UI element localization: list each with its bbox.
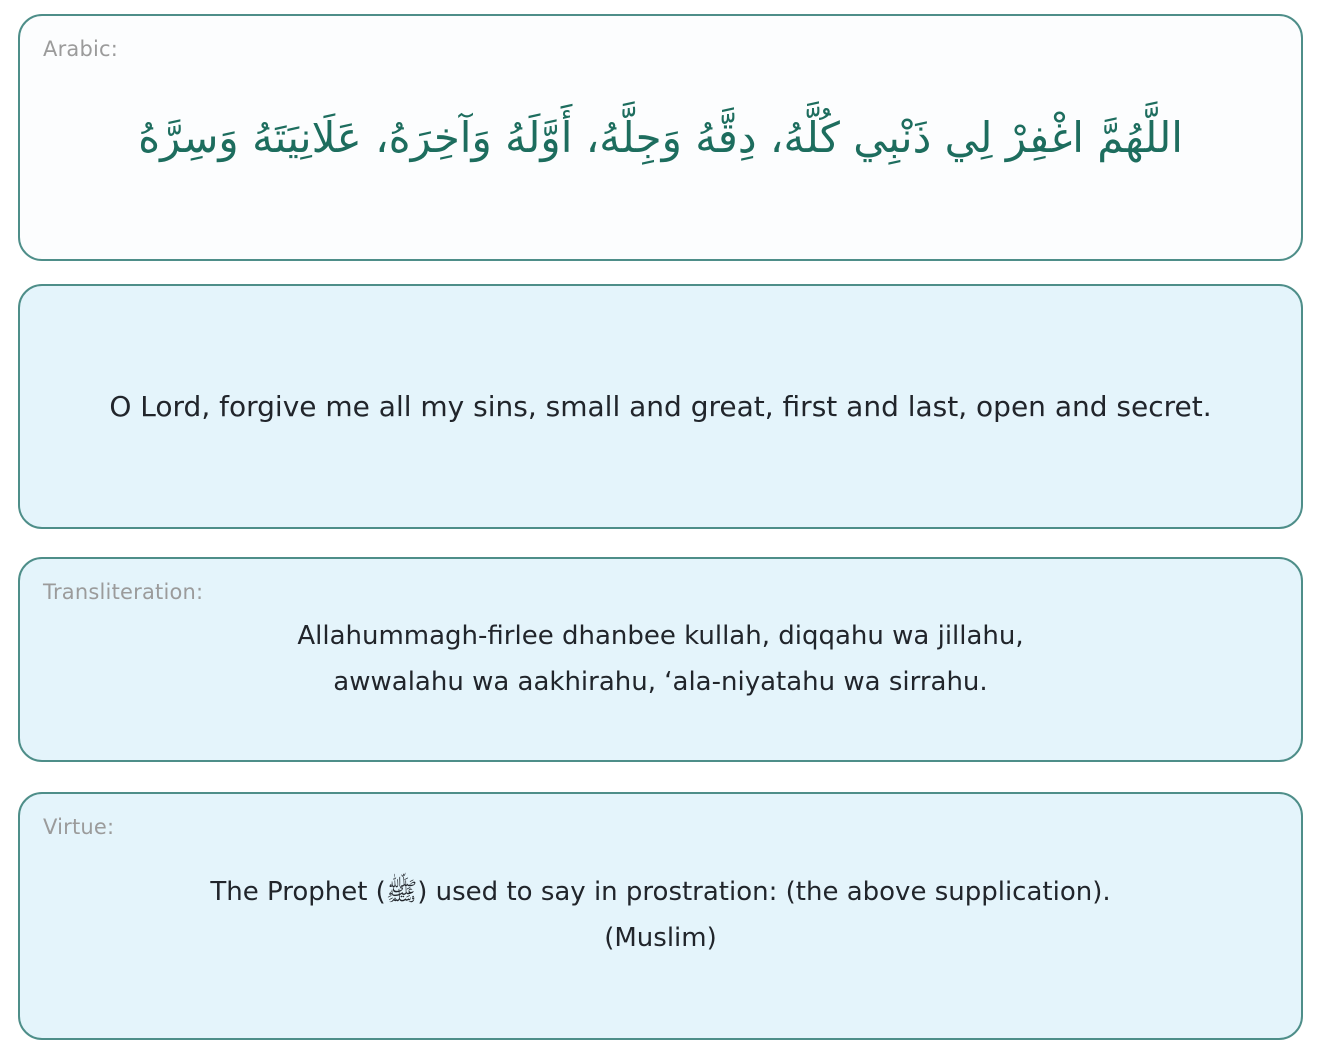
virtue-label: Virtue: [43, 815, 115, 839]
transliteration-label: Transliteration: [43, 580, 204, 604]
virtue-line-1: The Prophet (ﷺ) used to say in prostration: (the above supplication). [210, 877, 1111, 908]
arabic-card [18, 14, 1303, 261]
virtue-card [18, 792, 1303, 1040]
translation-text: O Lord, forgive me all my sins, small and great, first and last, open and secret. [109, 390, 1212, 423]
translation-card [18, 284, 1303, 529]
virtue-text [20, 864, 1301, 968]
arabic-label: Arabic: [43, 37, 119, 61]
transliteration-line-2: awwalahu wa aakhirahu, ‘ala-niyatahu wa sirrahu. [333, 666, 988, 697]
arabic-text: اللَّهُمَّ اغْفِرْ لِي ذَنْبِي كُلَّهُ، دِقَّهُ وَجِلَّهُ، أَوَّلَهُ وَآخِرَهُ، عَلَانِيَتَهُ وَسِرَّهُ [138, 112, 1183, 162]
virtue-line-2: (Muslim) [604, 923, 717, 953]
transliteration-line-1: Allahummagh-firlee dhanbee kullah, diqqahu wa jillahu, [297, 620, 1024, 651]
transliteration-card [18, 557, 1303, 762]
transliteration-text [20, 608, 1301, 712]
